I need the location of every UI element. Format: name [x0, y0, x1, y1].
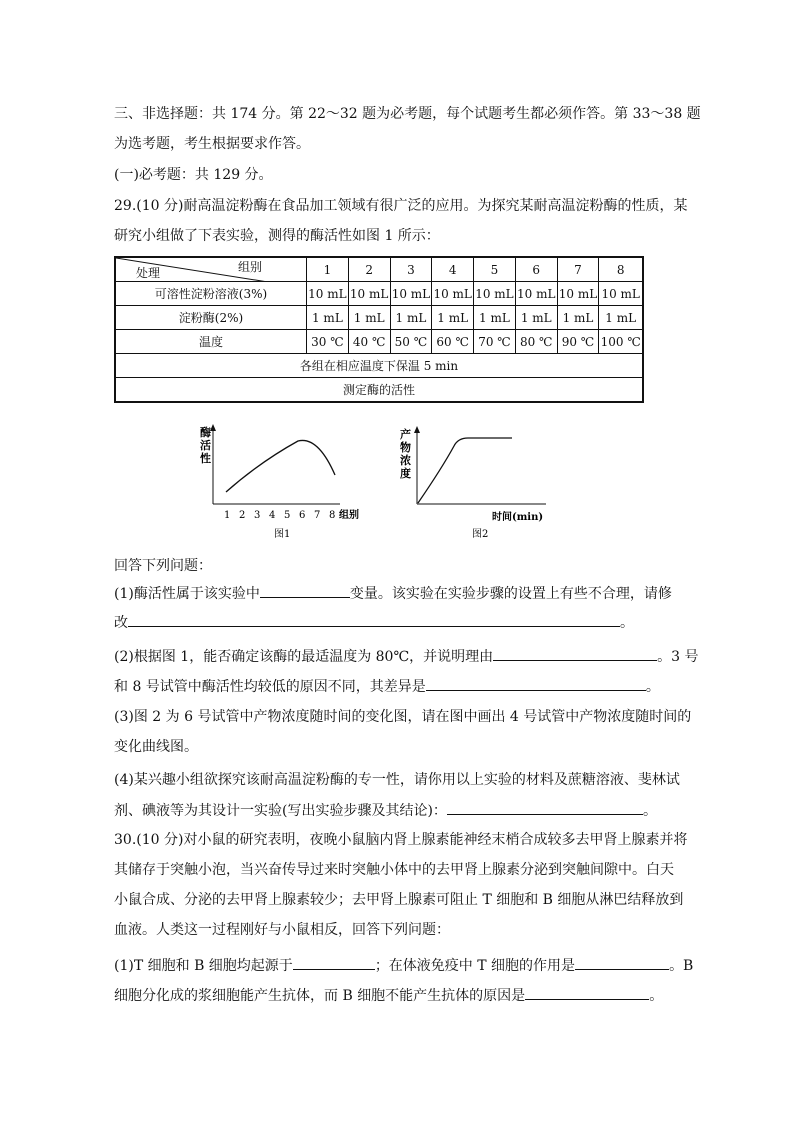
fig1-tick: 4	[269, 510, 276, 521]
table-cell: 10 mL	[515, 282, 557, 306]
table-span-row	[115, 354, 643, 378]
fig2-ylabel-char: 产	[400, 428, 411, 441]
row-label: 可溶性淀粉溶液(3%)	[115, 282, 307, 306]
figure-1	[190, 422, 370, 542]
table-cell: 10 mL	[599, 282, 643, 306]
q29-part1-line1	[114, 583, 672, 604]
table-row	[115, 330, 643, 354]
figure-2	[396, 424, 556, 542]
answer-blank[interactable]	[575, 955, 669, 970]
q29-p1-text: 变量。该实验在实验步骤的设置上有些不合理，请修	[349, 586, 672, 602]
q29-part3-line2: 变化曲线图。	[114, 739, 198, 755]
header-group-label: 组别	[237, 260, 262, 274]
table-cell: 80 ℃	[515, 330, 557, 354]
answer-blank[interactable]	[260, 583, 350, 598]
row-label: 温度	[115, 330, 307, 354]
fig2-ylabel-char: 度	[400, 467, 411, 480]
q30-stem-line4: 血液。人类这一过程刚好与小鼠相反，回答下列问题：	[114, 922, 450, 938]
q29-part2-line1	[114, 646, 698, 667]
table-row	[115, 306, 643, 330]
q29-p4-text: 。	[642, 803, 657, 819]
q29-stem-line2: 研究小组做了下表实验，测得的酶活性如图 1 所示：	[114, 228, 440, 244]
q30-part1-line2	[114, 985, 663, 1006]
table-cell: 10 mL	[557, 282, 599, 306]
table-cell: 1 mL	[390, 306, 432, 330]
q29-p4-text: 剂、碘液等为其设计一实验(写出实验步骤及其结论)：	[114, 803, 447, 819]
answer-blank[interactable]	[447, 800, 643, 815]
table-cell: 1 mL	[599, 306, 643, 330]
table-span-row	[115, 378, 643, 403]
table-cell: 60 ℃	[432, 330, 474, 354]
q30-p1-text: 细胞分化成的浆细胞能产生抗体，而 B 细胞不能产生抗体的原因是	[114, 988, 526, 1004]
q30-p1-text: 。B	[669, 958, 694, 974]
span-row-incubate: 各组在相应温度下保温 5 min	[115, 354, 643, 378]
fig1-xlabel: 组别	[339, 510, 359, 521]
group-header: 1	[307, 257, 349, 282]
table-cell: 1 mL	[307, 306, 349, 330]
group-header: 6	[515, 257, 557, 282]
table-cell: 10 mL	[390, 282, 432, 306]
group-header: 2	[348, 257, 390, 282]
q30-stem-line2: 其储存于突触小泡，当兴奋传导过来时突触小体中的去甲肾上腺素分泌到突触间隙中。白天	[114, 862, 674, 878]
q30-stem-line1: 30.(10 分)对小鼠的研究表明，夜晚小鼠脑内肾上腺素能神经末梢合成较多去甲肾上腺素并将	[114, 832, 688, 848]
table-cell: 1 mL	[515, 306, 557, 330]
answer-blank[interactable]	[426, 676, 646, 691]
fig1-tick: 2	[239, 510, 246, 521]
q29-part4-line2	[114, 800, 657, 821]
group-header: 3	[390, 257, 432, 282]
table-cell: 1 mL	[474, 306, 516, 330]
fig2-ylabel-char: 浓	[400, 454, 411, 467]
fig1-ylabel-char: 活	[200, 439, 211, 452]
table-cell: 10 mL	[432, 282, 474, 306]
row-label: 淀粉酶(2%)	[115, 306, 307, 330]
fig1-tick: 5	[284, 510, 291, 521]
header-treatment-label: 处理	[136, 266, 161, 280]
required-section-label: (一)必考题：共 129 分。	[114, 167, 273, 183]
table-cell: 10 mL	[348, 282, 390, 306]
q29-p2-text: (2)根据图 1，能否确定该酶的最适温度为 80℃，并说明理由	[114, 649, 494, 665]
table-cell: 1 mL	[432, 306, 474, 330]
table-cell: 90 ℃	[557, 330, 599, 354]
table-cell: 100 ℃	[599, 330, 643, 354]
fig2-y-arrow	[414, 426, 420, 433]
section-header-line1: 三、非选择题：共 174 分。第 22～32 题为必考题，每个试题考生都必须作答。第 33～38 题	[114, 106, 701, 122]
table-header-row	[115, 257, 643, 282]
q29-p2-text: 。3 号	[657, 649, 699, 665]
table-cell: 30 ℃	[307, 330, 349, 354]
q29-p1-text: 。	[620, 615, 634, 631]
table-cell: 40 ℃	[348, 330, 390, 354]
q29-part2-line2	[114, 676, 660, 697]
answer-blank[interactable]	[128, 612, 620, 627]
fig1-tick: 7	[314, 510, 321, 521]
fig2-ylabel-char: 物	[400, 441, 411, 454]
answer-blank[interactable]	[493, 646, 657, 661]
table-row	[115, 282, 643, 306]
fig1-caption: 图1	[274, 529, 291, 540]
fig1-activity-curve	[226, 440, 335, 492]
q30-p1-text: (1)T 细胞和 B 细胞均起源于	[114, 958, 293, 974]
table-cell: 10 mL	[307, 282, 349, 306]
answer-blank[interactable]	[525, 985, 649, 1000]
answer-prompt: 回答下列问题：	[114, 558, 212, 574]
span-row-measure: 测定酶的活性	[115, 378, 643, 403]
group-header: 4	[432, 257, 474, 282]
group-header: 7	[557, 257, 599, 282]
q30-part1-line1	[114, 955, 693, 976]
table-cell: 1 mL	[557, 306, 599, 330]
fig2-product-curve	[418, 438, 512, 503]
fig2-xlabel: 时间(min)	[492, 512, 544, 523]
q29-p2-text: 和 8 号试管中酶活性均较低的原因不同，其差异是	[114, 679, 426, 695]
q29-stem-line1: 29.(10 分)耐高温淀粉酶在食品加工领域有很广泛的应用。为探究某耐高温淀粉酶的性质，某	[114, 198, 688, 214]
fig1-tick: 6	[299, 510, 306, 521]
fig1-ylabel-char: 酶	[200, 426, 211, 439]
fig2-caption: 图2	[472, 529, 489, 540]
q29-part4-line1: (4)某兴趣小组欲探究该耐高温淀粉酶的专一性，请你用以上实验的材料及蔗糖溶液、斐林试	[114, 772, 680, 788]
q29-p1-text: 改	[114, 615, 128, 631]
section-header-line2: 为选考题，考生根据要求作答。	[114, 136, 310, 152]
q29-p2-text: 。	[645, 679, 660, 695]
group-header: 5	[474, 257, 516, 282]
table-cell: 1 mL	[348, 306, 390, 330]
q29-p1-text: (1)酶活性属于该实验中	[114, 586, 260, 602]
experiment-table	[114, 256, 644, 403]
q30-p1-text: ；在体液免疫中 T 细胞的作用是	[374, 958, 576, 974]
q29-part1-line2	[114, 612, 634, 633]
fig1-tick: 3	[254, 510, 261, 521]
table-cell: 50 ℃	[390, 330, 432, 354]
q29-part3-line1: (3)图 2 为 6 号试管中产物浓度随时间的变化图，请在图中画出 4 号试管中产物浓度随时间的	[114, 709, 692, 725]
table-cell: 10 mL	[474, 282, 516, 306]
q30-stem-line3: 小鼠合成、分泌的去甲肾上腺素较少；去甲肾上腺素可阻止 T 细胞和 B 细胞从淋巴结释放到	[114, 892, 684, 908]
q30-p1-text: 。	[649, 988, 664, 1004]
table-cell: 70 ℃	[474, 330, 516, 354]
fig1-ylabel-char: 性	[200, 452, 211, 465]
fig1-tick: 1	[224, 510, 231, 521]
fig1-tick: 8	[329, 510, 336, 521]
group-header: 8	[599, 257, 643, 282]
table-diagonal-header	[115, 257, 307, 282]
answer-blank[interactable]	[293, 955, 375, 970]
